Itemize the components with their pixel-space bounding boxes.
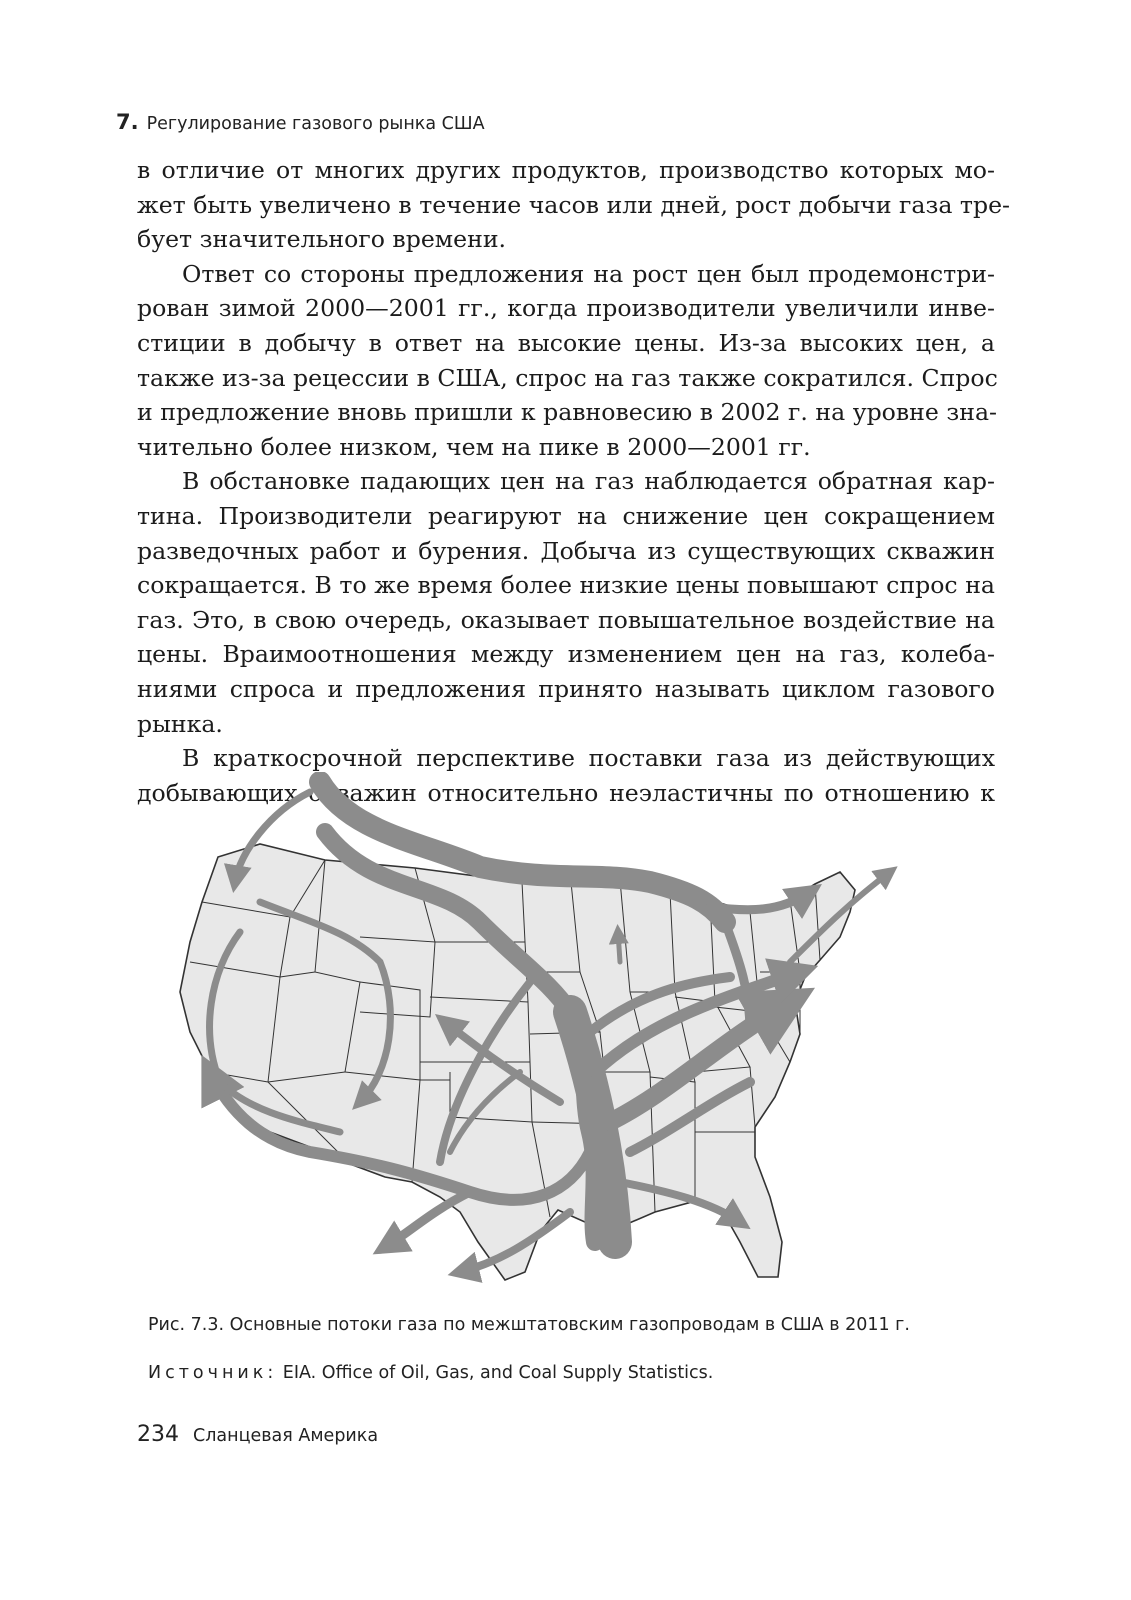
body-line: и предложение вновь пришли к равновесию в 2002 г. на уровне зна- (137, 398, 997, 427)
body-line: цены. Враимоотношения между изменением цен на газ, колеба- (137, 640, 995, 669)
body-line: В краткосрочной перспективе поставки газа из действующих (182, 744, 995, 773)
source-text: EIA. Office of Oil, Gas, and Coal Supply Statistics. (277, 1363, 714, 1383)
page-number: 234 (137, 1422, 179, 1447)
body-line: разведочных работ и бурения. Добыча из существующих скважин (137, 536, 995, 565)
page-footer (137, 1422, 378, 1447)
body-text (137, 153, 1011, 810)
gas-flow-map-figure (150, 772, 950, 1292)
body-line: рован зимой 2000—2001 гг., когда производители увеличили инве- (137, 294, 995, 323)
running-header (116, 110, 485, 134)
body-line: жет быть увеличено в течение часов или дней, рост добычи газа тре- (137, 190, 1011, 219)
body-line: также из-за рецессии в США, спрос на газ также сократился. Спрос (137, 363, 998, 392)
chapter-title: Регулирование газового рынка США (146, 114, 485, 134)
body-line: в отличие от многих других продуктов, производство которых мо- (137, 156, 995, 184)
body-line: газ. Это, в свою очередь, оказывает повышательное воздействие на (137, 605, 995, 634)
figure-source (148, 1363, 713, 1383)
body-line: рынка. (137, 709, 223, 738)
us-gas-pipeline-map (150, 772, 950, 1292)
body-line: бует значительного времени. (137, 225, 507, 254)
body-line: тина. Производители реагируют на снижение цен сокращением (137, 501, 995, 530)
chapter-number: 7. (116, 110, 139, 134)
body-line: чительно более низком, чем на пике в 2000—2001 гг. (137, 432, 811, 461)
book-title: Сланцевая Америка (193, 1426, 379, 1446)
body-line: добывающих скважин относительно неэластичны по отношению к (137, 778, 995, 807)
figure-caption: Рис. 7.3. Основные потоки газа по межштатовским газопроводам в США в 2011 г. (148, 1315, 910, 1335)
body-line: В обстановке падающих цен на газ наблюдается обратная кар- (182, 467, 995, 496)
source-label: Источник: (148, 1363, 278, 1383)
body-line: сокращается. В то же время более низкие цены повышают спрос на (137, 571, 995, 600)
body-line: Ответ со стороны предложения на рост цен был продемонстри- (182, 259, 995, 288)
body-line: ниями спроса и предложения принято называть циклом газового (137, 674, 995, 703)
body-line: стиции в добычу в ответ на высокие цены. Из-за высоких цен, а (137, 328, 995, 357)
